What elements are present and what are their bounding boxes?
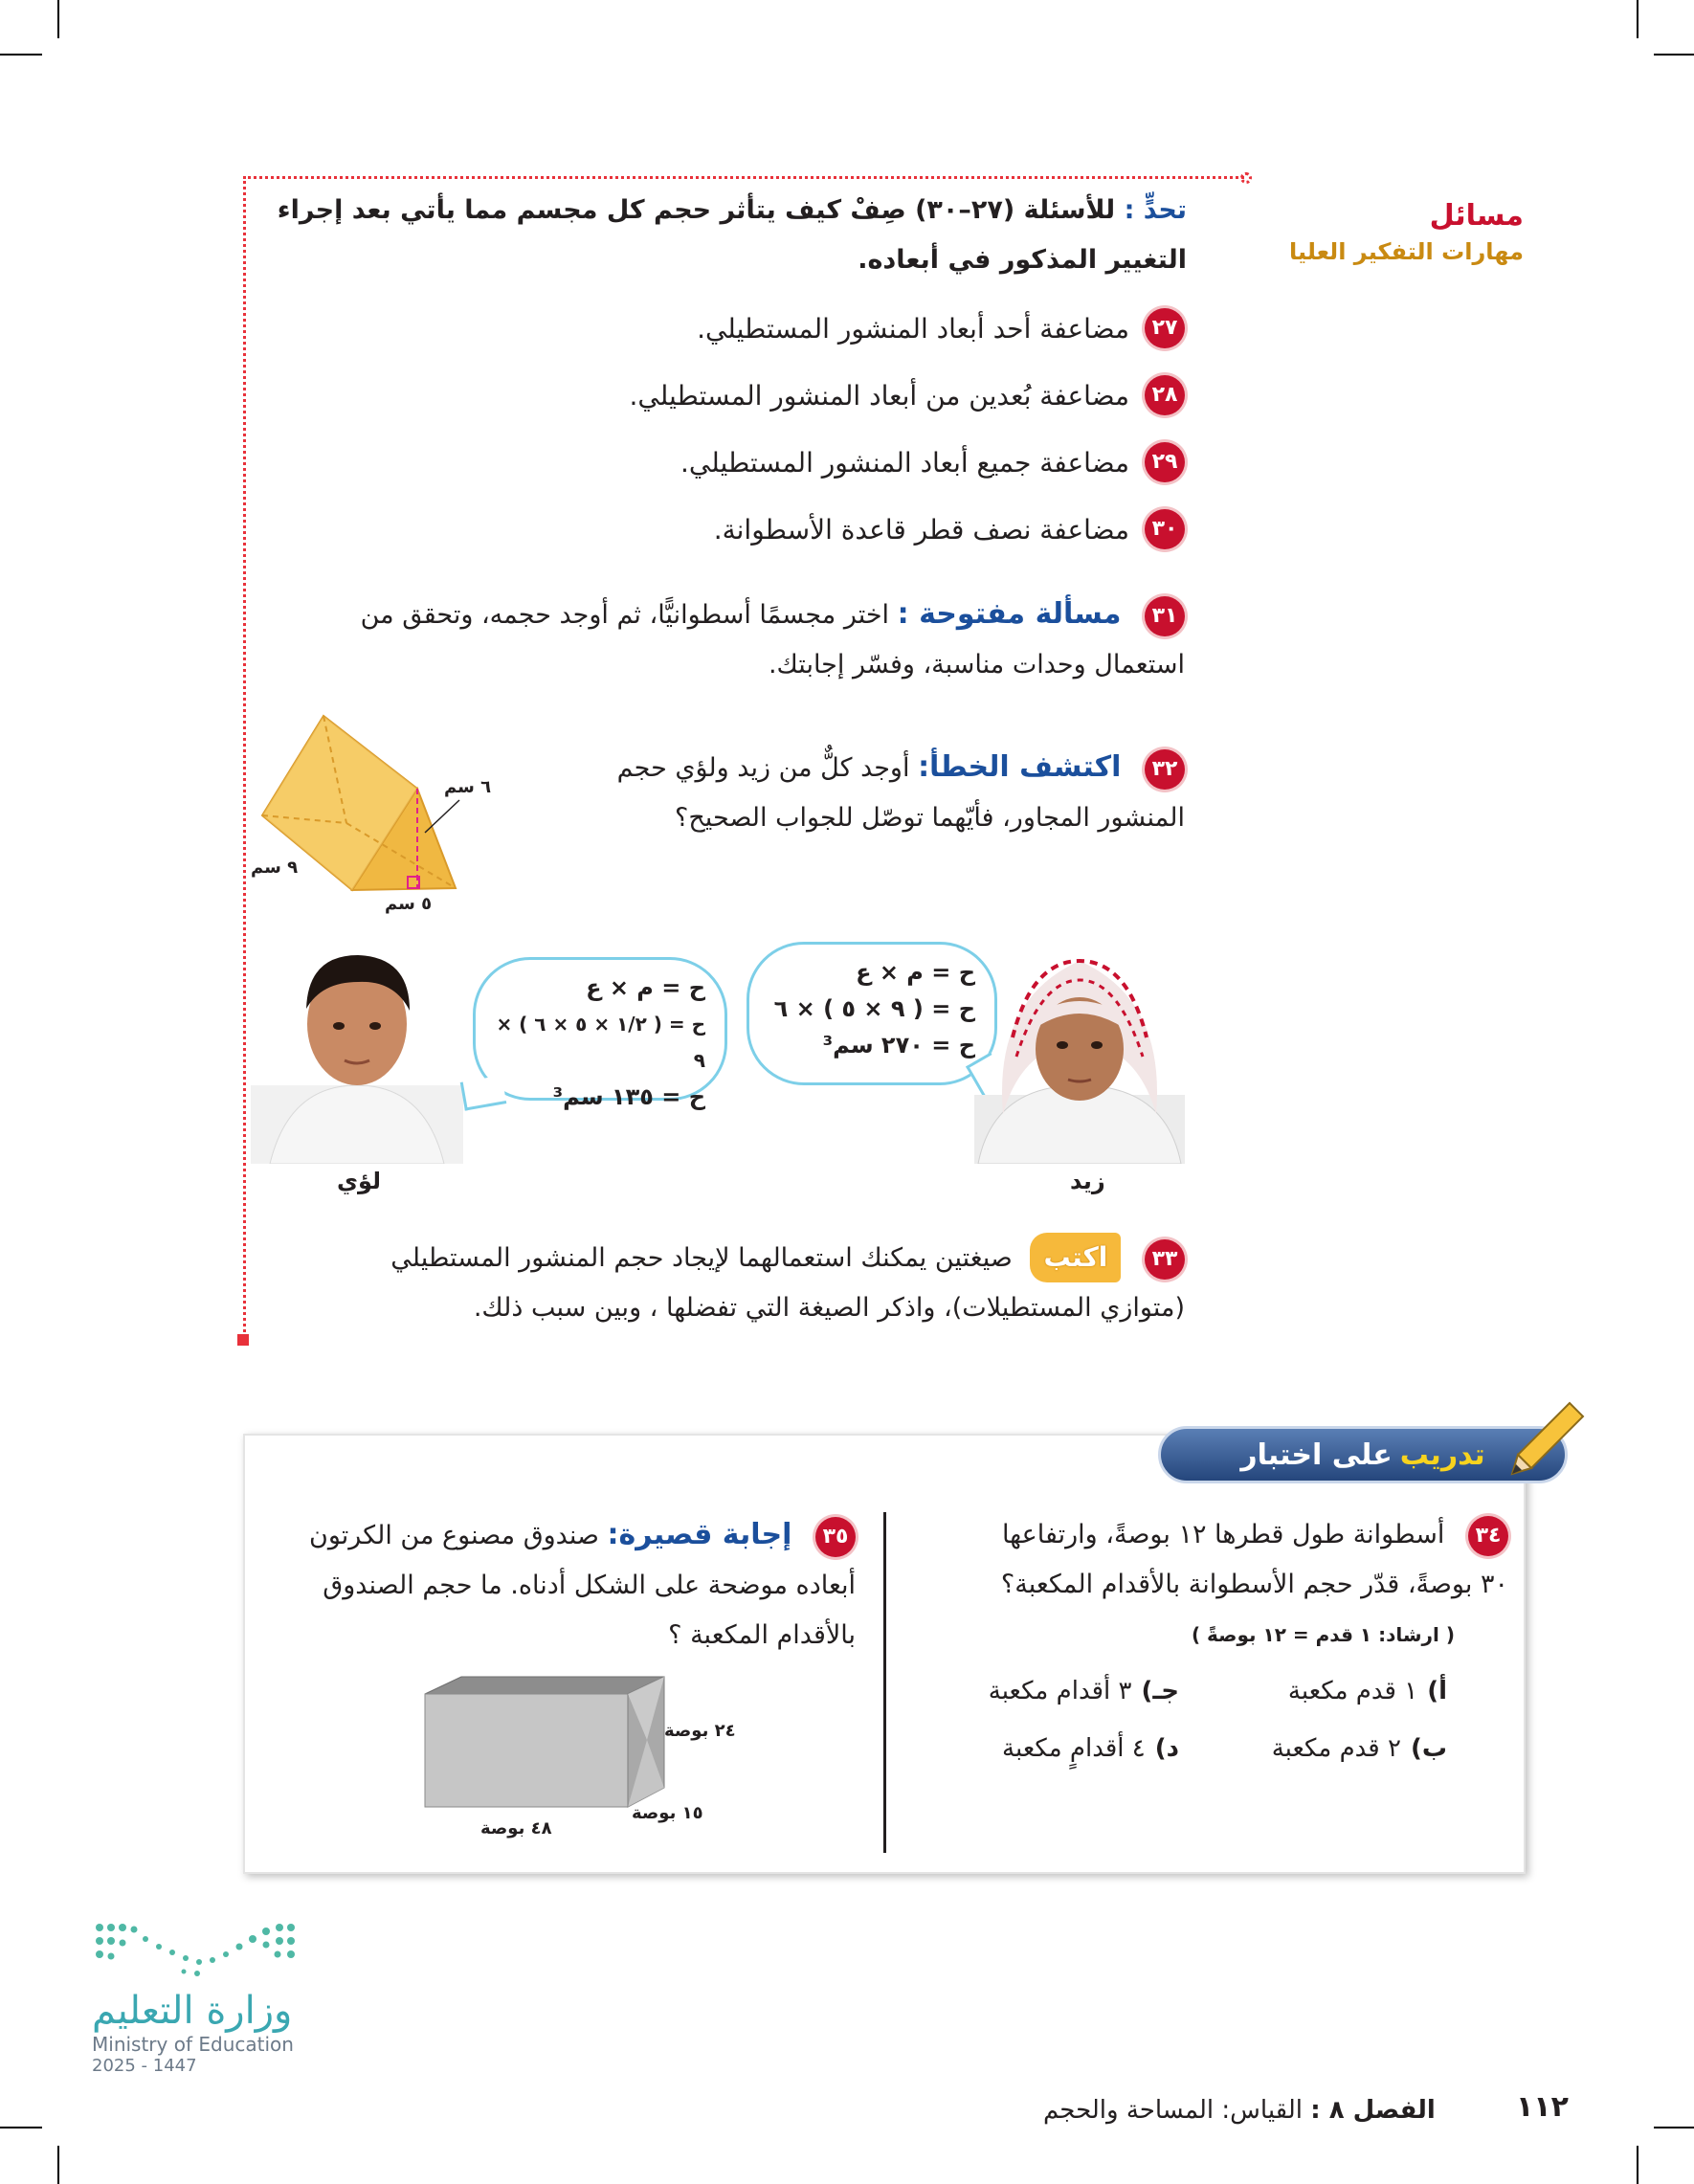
chapter-footer [1043,2096,1436,2125]
question-34-hint: ( ارشاد: ١ قدم = ١٢ بوصةً ) [1191,1623,1455,1646]
pencil-icon [1503,1397,1589,1483]
question-31 [266,590,1185,690]
box-length-label: ٤٨ بوصة [480,1818,552,1839]
chapter-title: القياس: المساحة والحجم [1043,2096,1303,2125]
speech-bubble-louay [473,957,727,1110]
challenge-paragraph [239,186,1187,285]
crop-mark [0,2127,42,2128]
crop-mark [1637,2146,1638,2184]
student-photo-louay [251,942,463,1164]
section-end-mark [237,1334,249,1346]
question-number: ٣٢ [1145,749,1185,790]
frame-corner [1240,172,1252,184]
triangular-prism-figure [247,708,505,919]
question-32 [534,743,1185,843]
chapter-lead: الفصل ٨ : [1310,2096,1436,2125]
question-text-2: أبعاده موضحة على الشكل أدناه. ما حجم الصندوق [323,1571,856,1600]
choice-text: ٤ أقدامٍ مكعبة [1002,1734,1146,1763]
banner-word-2: على اختبار [1240,1437,1393,1472]
box-width-label: ١٥ بوصة [632,1803,703,1823]
question-number: ٢٧ [1145,308,1185,348]
louay-line-2: ح = ( ١/٢ × ٥ × ٦ ) × ٩ [496,1013,705,1072]
list-item [697,308,1185,348]
frame-border [243,176,1244,179]
student-name-louay: لؤي [337,1168,382,1194]
question-35 [243,1510,856,1660]
question-text-3: بالأقدام المكعبة ؟ [668,1620,856,1650]
crop-mark [1654,54,1694,56]
zaid-line-2: ح = ( ٩ × ٥ ) × ٦ [773,995,975,1022]
speech-bubble-zaid [747,942,997,1085]
ministry-logo [92,1918,312,2090]
prism-height-label: ٦ سم [444,777,492,797]
box-height-label: ٢٤ بوصة [664,1721,736,1741]
list-item [630,375,1185,415]
cardboard-box-figure [417,1673,666,1816]
question-text-2: ٣٠ بوصةً، قدّر حجم الأسطوانة بالأقدام المكعبة؟ [1000,1570,1508,1599]
section-subtitle: مهارات التفكير العليا [1289,238,1524,265]
section-title: مسائل [1429,199,1524,233]
write-badge: اكتب [1030,1233,1121,1282]
question-number: ٣٥ [815,1517,856,1557]
crop-mark [1637,0,1638,38]
question-lead: إجابة قصيرة: [607,1518,792,1551]
prism-base-label: ٥ سم [385,894,433,914]
item-text: مضاعفة نصف قطر قاعدة الأسطوانة. [713,513,1129,546]
crop-mark [57,0,59,38]
question-number: ٢٨ [1145,375,1185,415]
question-text-2: استعمال وحدات مناسبة، وفسّر إجابتك. [768,650,1185,680]
question-number: ٣٣ [1145,1239,1185,1280]
challenge-text-2: التغيير المذكور في أبعاده. [858,245,1187,275]
crop-mark [57,2146,59,2184]
item-text: مضاعفة جميع أبعاد المنشور المستطيلي. [680,446,1129,479]
item-text: مضاعفة أحد أبعاد المنشور المستطيلي. [697,312,1129,345]
answer-choice[interactable] [1288,1677,1447,1705]
section-heading [1289,199,1524,265]
question-number: ٣١ [1145,596,1185,636]
question-number: ٣٠ [1145,509,1185,549]
question-lead: مسألة مفتوحة : [897,597,1122,631]
question-number: ٣٤ [1468,1516,1508,1556]
question-lead: اكتشف الخطأ: [918,750,1122,784]
louay-line-1: ح = م × ع [586,974,705,1001]
zaid-line-1: ح = م × ع [856,959,975,986]
choice-key: ب) [1410,1734,1447,1763]
question-text: صندوق مصنوع من الكرتون [309,1521,599,1550]
question-text: اختر مجسمًا أسطوانيًّا، ثم أوجد حجمه، وتحقق من [360,600,890,630]
ministry-name-ar: وزارة التعليم [92,1989,293,2033]
prism-length-label: ٩ سم [251,858,299,878]
question-text-2: (متوازي المستطيلات)، واذكر الصيغة التي تفضلها ، وبين سبب ذلك. [473,1293,1185,1323]
page-number: ١١٢ [1516,2090,1569,2124]
question-text: صيغتين يمكنك استعمالهما لإيجاد حجم المنشور المستطيلي [390,1243,1013,1273]
question-34 [838,1510,1508,1610]
answer-choice[interactable] [989,1677,1179,1705]
ministry-year: 2025 - 1447 [92,2056,197,2076]
challenge-text: للأسئلة (٢٧–٣٠) صِفْ كيف يتأثر حجم كل مجسم مما يأتي بعد إجراء [277,195,1116,225]
louay-line-3: ح = ١٣٥ سم³ [552,1083,705,1110]
student-photo-zaid [974,942,1185,1164]
crop-mark [0,54,42,56]
answer-choice[interactable] [1272,1734,1447,1763]
choice-key: د) [1154,1734,1179,1763]
challenge-lead: تحدٍّ : [1124,195,1187,225]
question-text: أوجد كلٌّ من زيد ولؤي حجم [616,753,910,783]
ministry-dots-icon [92,1918,302,1985]
frame-border [243,176,246,1338]
choice-text: ١ قدم مكعبة [1287,1677,1418,1705]
zaid-line-3: ح = ٢٧٠ سم³ [822,1032,975,1059]
answer-choice[interactable] [1002,1734,1179,1763]
item-text: مضاعفة بُعدين من أبعاد المنشور المستطيلي. [629,379,1129,412]
banner-word-1: تدريب [1399,1437,1485,1472]
list-item [714,509,1185,549]
choice-key: أ) [1427,1677,1447,1705]
question-text: أسطوانة طول قطرها ١٢ بوصةً، وارتفاعها [1001,1520,1445,1549]
ministry-name-en: Ministry of Education [92,2033,294,2056]
column-divider [883,1512,886,1853]
question-33 [266,1233,1185,1333]
crop-mark [1654,2127,1694,2128]
choice-key: جـ) [1141,1677,1179,1705]
choice-text: ٣ أقدام مكعبة [988,1677,1132,1705]
student-name-zaid: زيد [1070,1168,1105,1194]
question-number: ٢٩ [1145,442,1185,482]
question-text-2: المنشور المجاور، فأيّهما توصّل للجواب الصحيح؟ [675,803,1185,833]
choice-text: ٢ قدم مكعبة [1271,1734,1401,1763]
list-item [680,442,1185,482]
